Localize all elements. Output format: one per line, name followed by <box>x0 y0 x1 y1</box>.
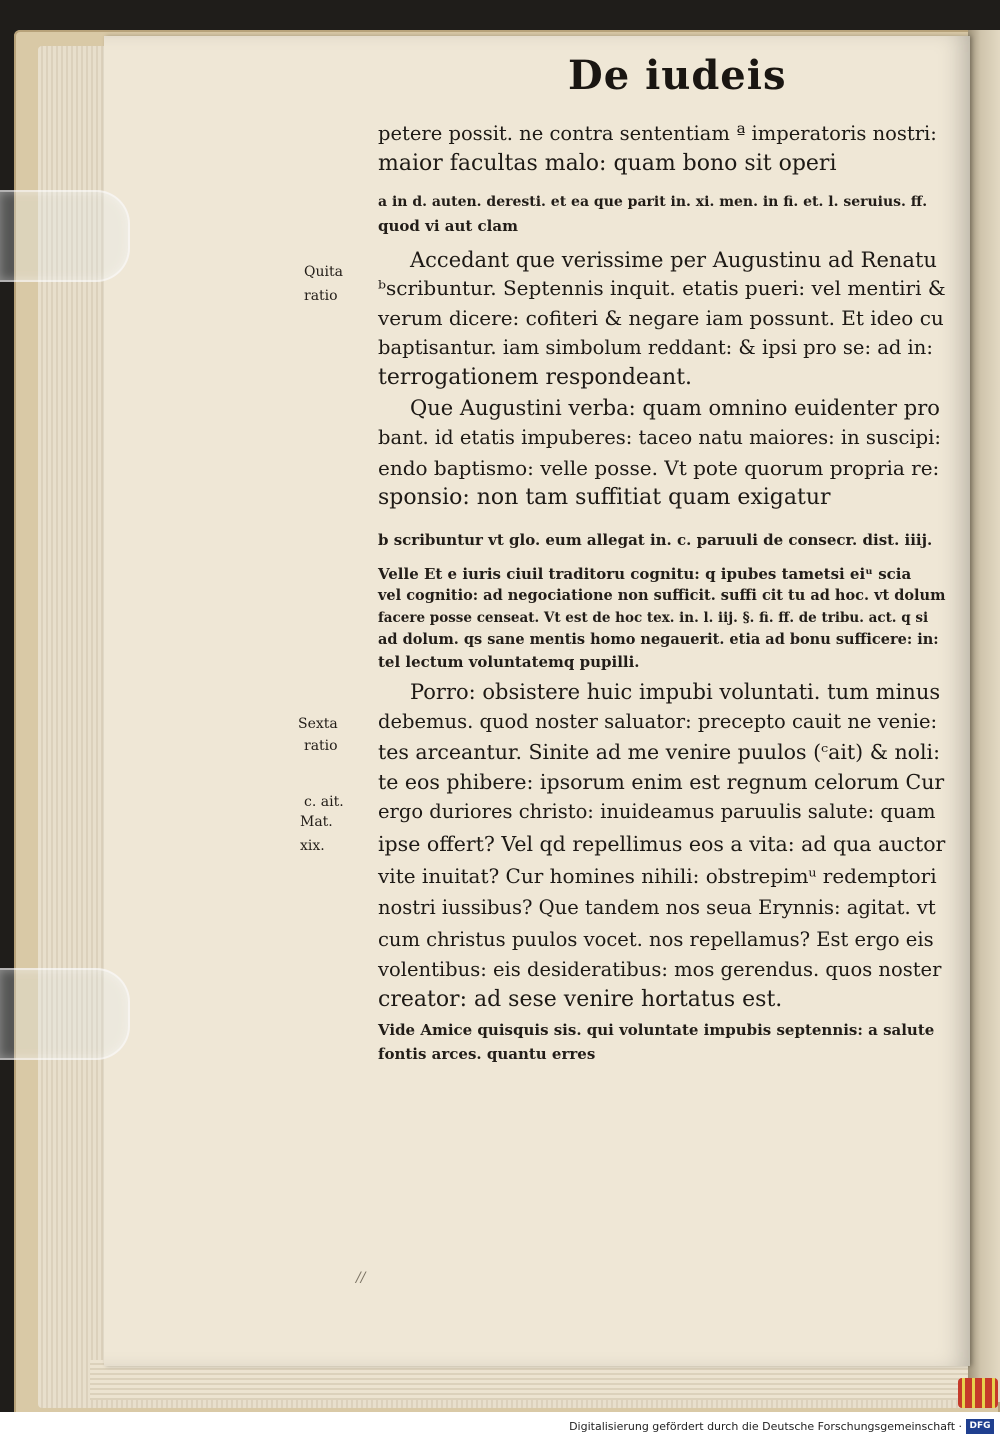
page-holder-clip-bottom <box>0 968 130 1060</box>
body-line: endo baptismo: velle posse. Vt pote quorum propria re: <box>378 456 940 480</box>
body-line: terrogationem respondeant. <box>378 365 693 390</box>
body-line: nostri iussibus? Que tandem nos seua Erynnis: agitat. vt <box>378 896 936 919</box>
body-line: cum christus puulos vocet. nos repellamus? Est ergo eis <box>378 928 934 951</box>
footer-credit: Digitalisierung gefördert durch die Deutsche Forschungsgemeinschaft · <box>569 1420 962 1433</box>
running-heading: De iudeis <box>568 52 787 99</box>
footer-bar <box>0 1412 1000 1442</box>
body-line: baptisantur. iam simbolum reddant: & ipsi pro se: ad in: <box>378 336 933 359</box>
body-line: ipse offert? Vel qd repellimus eos a vita: ad qua auctor <box>378 832 946 856</box>
gloss-line: facere posse censeat. Vt est de hoc tex. in. l. iij. §. fi. ff. de tribu. act. q si <box>378 610 929 626</box>
gloss-line: Velle Et e iuris ciuil traditoru cognitu: q ipubes tametsi eiᵘ scia <box>378 565 912 583</box>
body-line: petere possit. ne contra sententiam ª imperatoris nostri: <box>378 122 937 145</box>
margin-note: ratio <box>304 738 338 754</box>
gloss-line: Vide Amice quisquis sis. qui voluntate impubis septennis: a salute <box>378 1021 935 1039</box>
gloss-line: b scribuntur vt glo. eum allegat in. c. paruuli de consecr. dist. iiij. <box>378 531 933 549</box>
margin-note: ratio <box>304 288 338 304</box>
margin-note: Quita <box>304 264 343 280</box>
gloss-line: fontis arces. quantu erres <box>378 1045 596 1063</box>
body-line: ergo duriores christo: inuideamus paruulis salute: quam <box>378 800 936 823</box>
bookmark-ribbon <box>958 1378 998 1408</box>
body-line: te eos phibere: ipsorum enim est regnum celorum Cur <box>378 770 945 794</box>
body-line: bant. id etatis impuberes: taceo natu maiores: in suscipi: <box>378 426 941 449</box>
body-line: Porro: obsistere huic impubi voluntati. tum minus <box>410 680 941 704</box>
body-line: verum dicere: cofiteri & negare iam possunt. Et ideo cu <box>378 306 944 330</box>
gloss-line: quod vi aut clam <box>378 217 518 235</box>
dfg-logo: DFG <box>966 1419 994 1434</box>
body-line: debemus. quod noster saluator: precepto cauit ne venie: <box>378 710 938 733</box>
margin-note: c. ait. <box>304 794 344 810</box>
page-holder-clip-top <box>0 190 130 282</box>
facing-page-gutter <box>968 30 1000 1402</box>
gloss-line: vel cognitio: ad negociatione non sufficit. suffi cit tu ad hoc. vt dolum <box>378 587 946 604</box>
body-line: creator: ad sese venire hortatus est. <box>378 987 783 1012</box>
gloss-line: a in d. auten. deresti. et ea que parit in. xi. men. in fi. et. l. seruius. ff. <box>378 194 928 210</box>
gloss-line: tel lectum voluntatemq pupilli. <box>378 653 640 671</box>
margin-note: xix. <box>300 838 325 854</box>
body-line: vite inuitat? Cur homines nihili: obstrepimᵘ redemptori <box>378 864 937 888</box>
body-line: tes arceantur. Sinite ad me venire puulos (ᶜait) & noli: <box>378 740 941 764</box>
body-line: ᵇscribuntur. Septennis inquit. etatis pueri: vel mentiri & <box>378 276 946 300</box>
gloss-line: ad dolum. qs sane mentis homo negauerit. etia ad bonu sufficere: in: <box>378 631 939 648</box>
body-line: Accedant que verissime per Augustinu ad Renatu <box>410 248 937 272</box>
margin-note: Sexta <box>298 716 338 732</box>
body-line: sponsio: non tam suffitiat quam exigatur <box>378 485 831 510</box>
page-stack-bottom-edges <box>90 1360 970 1400</box>
body-line: maior facultas malo: quam bono sit operi <box>378 151 837 176</box>
body-line: Que Augustini verba: quam omnino euidenter pro <box>410 396 940 420</box>
pencil-mark: // <box>356 1270 366 1286</box>
body-line: volentibus: eis desideratibus: mos gerendus. quos noster <box>378 958 942 981</box>
margin-note: Mat. <box>300 814 333 830</box>
